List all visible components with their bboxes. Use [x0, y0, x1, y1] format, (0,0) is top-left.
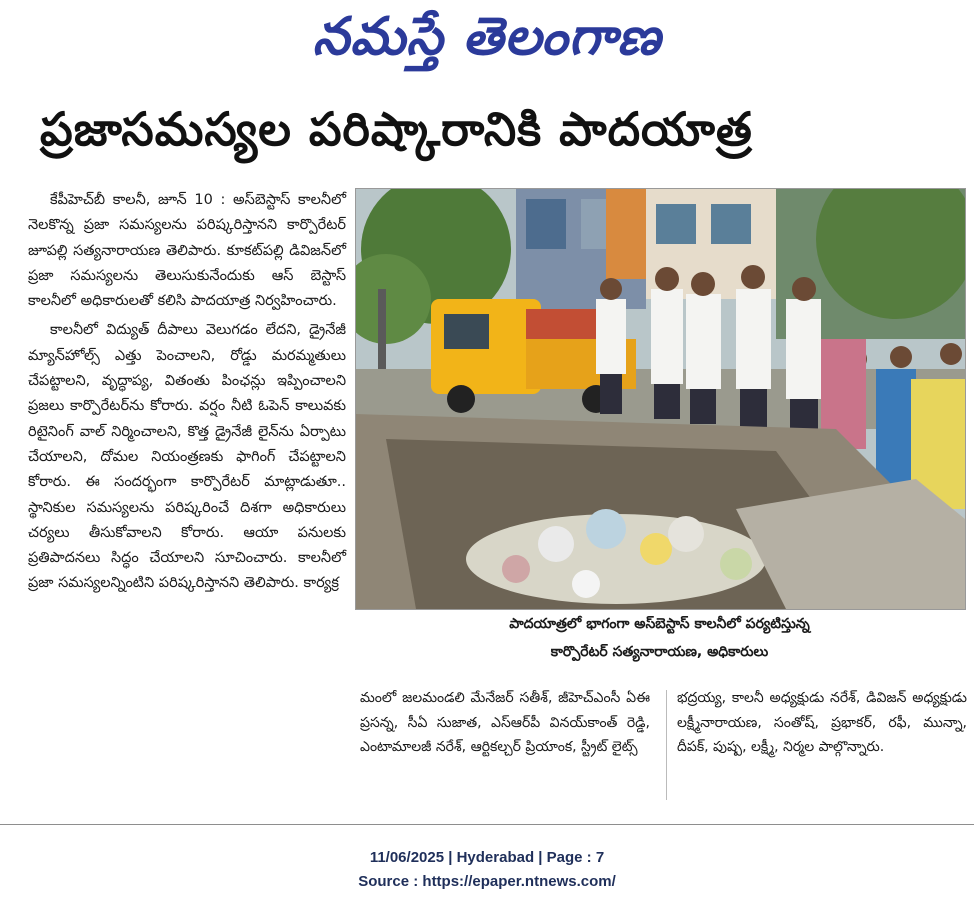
paragraph-2: కాలనీలో విద్యుత్ దీపాలు వెలుగడం లేదని, డ్రైనేజీ మ్యాన్‌హోల్స్ ఎత్తు పెంచాలని, రోడ్డు మరమ్మతులు చేపట్టాలని, వృద్ధాప్య, వితంతు పింఛన్లు ఇప్పించాలని ప్రజలు కార్పొరేటర్‌ను కోరారు. వర్షం నీటి ఓపెన్ కాలువకు రిటైనింగ్ వాల్ నిర్మించాలని, కొత్త డ్రైనేజీ లైన్‌ను ఏర్పాటు చేయాలని, దోమల నియంత్రణకు ఫాగింగ్ చేపట్టాలని కోరారు. ఈ సందర్భంగా కార్పొరేటర్ మాట్లాడుతూ.. స్థానికుల సమస్యలను పరిష్కరించే దిశగా అధికారులు చర్యలు తీసుకోవాలని కోరారు. ఆయా పనులకు ప్రతిపాదనలు సిద్ధం చేయాలని సూచించారు. కాలనీలో ప్రజా సమస్యలన్నింటిని పరిష్కరిస్తానని తెలిపారు. కార్యక్ర [28, 322, 346, 592]
paragraph-middle: మంలో జలమండలి మేనేజర్ సతీశ్, జీహెచ్‌ఎంసీ ఏఈ ప్రసన్న, సీఏ సుజాత, ఎస్‌ఆర్‌పీ వినయ్‌కాంత్ రెడ్డి, ఎంటామాలజీ నరేశ్, ఆర్టికల్చర్ ప్రియాంక, స్ట్రీట్ లైట్స్ [360, 690, 650, 755]
paragraph-1: కేపీహెచ్‌బీ కాలనీ, జూన్ 10 : అస్‌బెస్టాస్ కాలనీలో నెలకొన్న ప్రజా సమస్యలను పరిష్కరిస్తానని కార్పొరేటర్ జూపల్లి సత్యనారాయణ తెలిపారు. కూకట్‌పల్లి డివిజన్‌లో ప్రజా సమస్యలను తెలుసుకునేందుకు ఆస్ బెస్టాస్ కాలనీలో అధికారులతో కలిసి పాదయాత్ర నిర్వహించారు. [28, 192, 346, 310]
page-footer [0, 846, 974, 894]
photo-caption [355, 610, 964, 672]
newspaper-logo: నమస్తే తెలంగాణ [312, 6, 662, 67]
masthead [0, 0, 974, 90]
article-headline: ప్రజాసమస్యల పరిష్కారానికి పాదయాత్ర [40, 102, 753, 156]
caption-line-2: కార్పొరేటర్ సత్యనారాయణ, అధికారులు [550, 644, 769, 660]
footer-date-line: 11/06/2025 | Hyderabad | Page : 7 [369, 849, 605, 866]
footer-source-link[interactable]: Source : https://epaper.ntnews.com/ [358, 873, 616, 890]
article-body-right [677, 686, 967, 806]
column-divider [666, 690, 667, 800]
photo-illustration [356, 189, 965, 609]
caption-line-1: పాదయాత్రలో భాగంగా అస్‌బెస్టాస్ కాలనీలో పర్యటిస్తున్న [509, 616, 810, 632]
paragraph-right: భద్రయ్య, కాలనీ అధ్యక్షుడు నరేశ్, డివిజన్ అధ్యక్షుడు లక్ష్మీనారాయణ, సంతోష్, ప్రభాకర్, రఫీ, మున్నా, దీపక్, పుష్ప, లక్ష్మీ, నిర్మల పాల్గొన్నారు. [677, 690, 967, 755]
footer-divider [0, 824, 974, 825]
article-body-middle [360, 686, 650, 806]
article-body-left [28, 188, 346, 808]
news-photo [355, 188, 966, 610]
